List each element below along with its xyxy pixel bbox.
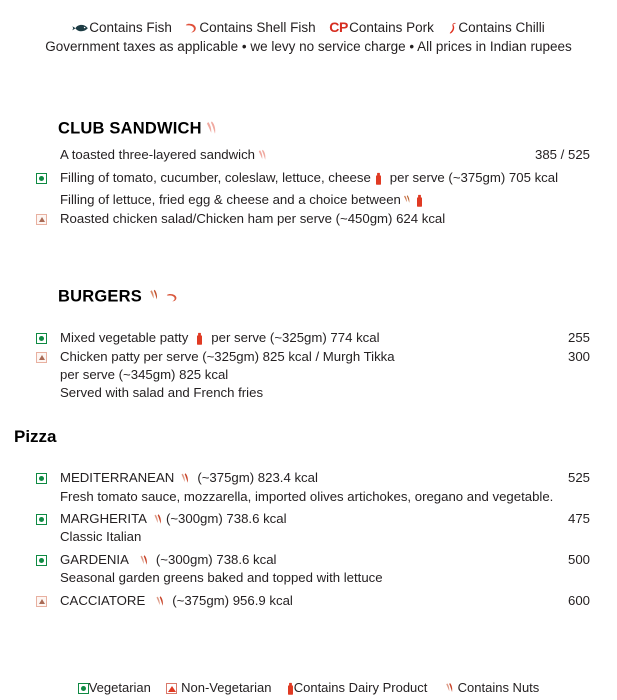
- menu-item-row: [60, 385, 263, 400]
- menu-item-row[interactable]: [60, 511, 287, 527]
- shellfish-icon: [185, 22, 198, 35]
- nuts-icon: [178, 471, 193, 486]
- nuts-icon: [137, 553, 152, 568]
- veg-marker-icon: [78, 683, 89, 694]
- item-description-after: per serve (~375gm) 705 kcal: [389, 170, 559, 185]
- item-description-after: (~300gm) 738.6 kcal: [155, 552, 277, 567]
- menu-item-row[interactable]: [60, 552, 276, 568]
- nuts-icon: [202, 119, 222, 139]
- item-description: Mixed vegetable patty: [60, 330, 189, 345]
- dairy-icon: [287, 682, 294, 696]
- menu-item-row[interactable]: [60, 211, 445, 226]
- menu-item-row: [60, 489, 553, 504]
- item-description: Seasonal garden greens baked and topped with lettuce: [60, 570, 383, 585]
- chilli-icon: [447, 22, 457, 35]
- dairy-icon: [416, 194, 423, 208]
- item-price: 385 / 525: [535, 147, 590, 162]
- item-description: Fresh tomato sauce, mozzarella, imported olives artichokes, oregano and vegetable.: [60, 489, 554, 504]
- section-title-burgers-label: BURGERS: [58, 287, 142, 306]
- item-price: 255: [567, 330, 590, 345]
- veg-marker-icon: [36, 473, 47, 484]
- nonveg-marker-icon: [36, 596, 47, 607]
- legend-item-vegetarian: [78, 680, 155, 695]
- menu-item-row: [60, 529, 141, 544]
- legend-item-nonvegetarian: [166, 680, 275, 695]
- menu-item-row[interactable]: [60, 170, 558, 186]
- item-description-after: (~375gm) 823.4 kcal: [197, 470, 318, 485]
- legend-label-fish: Contains Fish: [89, 20, 172, 35]
- item-name: MARGHERITA: [60, 511, 147, 526]
- legend-label-nonvegetarian: Non-Vegetarian: [181, 680, 272, 695]
- section-title-pizza-label: Pizza: [14, 427, 57, 446]
- item-price: 600: [567, 593, 590, 608]
- item-description: Roasted chicken salad/Chicken ham per serve (~450gm) 624 kcal: [60, 211, 446, 226]
- menu-item-row[interactable]: [60, 330, 380, 346]
- veg-marker-icon: [36, 173, 47, 184]
- fish-icon: [72, 22, 88, 34]
- legend-label-chilli: Contains Chilli: [458, 20, 545, 35]
- veg-marker-icon: [36, 514, 47, 525]
- section-title-pizza: [14, 427, 57, 447]
- nuts-icon: [151, 512, 166, 527]
- item-description: Chicken patty per serve (~325gm) 825 kcal / Murgh Tikka: [60, 349, 395, 364]
- menu-item-row[interactable]: [60, 192, 423, 208]
- item-price: 475: [567, 511, 590, 526]
- nonveg-marker-icon: [166, 683, 177, 694]
- item-name: GARDENIA: [60, 552, 129, 567]
- nonveg-marker-icon: [36, 214, 47, 225]
- nuts-icon: [401, 193, 416, 208]
- item-price: 525: [567, 470, 590, 485]
- item-name: MEDITERRANEAN: [60, 470, 175, 485]
- legend-item-shellfish: [185, 20, 319, 35]
- section-title-burgers: [58, 287, 179, 307]
- item-description: per serve (~345gm) 825 kcal: [60, 367, 229, 382]
- legend-label-pork: Contains Pork: [349, 20, 434, 35]
- item-description-after: (~300gm) 738.6 kcal: [165, 511, 287, 526]
- nonveg-marker-icon: [36, 352, 47, 363]
- legend-label-dairy: Contains Dairy Product: [293, 680, 428, 695]
- menu-item-row: [60, 570, 383, 585]
- veg-marker-icon: [36, 555, 47, 566]
- nuts-icon: [153, 594, 168, 609]
- allergen-legend-top: [0, 20, 617, 35]
- item-description: Filling of lettuce, fried egg & cheese and a choice between: [60, 192, 401, 207]
- item-description-after: (~375gm) 956.9 kcal: [172, 593, 293, 608]
- menu-item-row: [60, 367, 228, 382]
- menu-item-row[interactable]: [60, 349, 395, 364]
- legend-item-chilli: [447, 20, 544, 35]
- item-description: Served with salad and French fries: [60, 385, 264, 400]
- legend-item-pork: [329, 20, 437, 35]
- veg-marker-icon: [36, 333, 47, 344]
- section-title-club-sandwich-label: CLUB SANDWICH: [58, 119, 202, 138]
- item-price: 300: [567, 349, 590, 364]
- legend-item-dairy: [287, 680, 431, 695]
- pork-cp-icon: CP: [329, 19, 349, 35]
- nuts-icon: [146, 287, 166, 307]
- legend-label-nuts: Contains Nuts: [457, 680, 540, 695]
- nuts-icon: [443, 681, 458, 696]
- menu-item-row[interactable]: [60, 470, 318, 486]
- item-name: CACCIATORE: [60, 593, 146, 608]
- shellfish-icon: [166, 291, 179, 304]
- menu-item-row[interactable]: [60, 147, 270, 163]
- legend-item-nuts: [443, 680, 540, 695]
- dairy-icon: [375, 172, 382, 186]
- item-description-after: per serve (~325gm) 774 kcal: [211, 330, 380, 345]
- item-description: A toasted three-layered sandwich: [60, 147, 255, 162]
- tax-note: Government taxes as applicable • we levy no service charge • All prices in Indian rupees: [45, 39, 572, 54]
- item-description: Filling of tomato, cucumber, coleslaw, lettuce, cheese: [60, 170, 371, 185]
- menu-item-row[interactable]: [60, 593, 293, 609]
- legend-item-fish: [72, 20, 175, 35]
- nuts-icon: [255, 148, 270, 163]
- legend-label-shellfish: Contains Shell Fish: [199, 20, 316, 35]
- dairy-icon: [196, 332, 203, 346]
- section-title-club-sandwich: [58, 119, 222, 139]
- item-price: 500: [567, 552, 590, 567]
- legend-footer: [0, 680, 617, 696]
- legend-label-vegetarian: Vegetarian: [88, 680, 151, 695]
- item-description: Classic Italian: [60, 529, 142, 544]
